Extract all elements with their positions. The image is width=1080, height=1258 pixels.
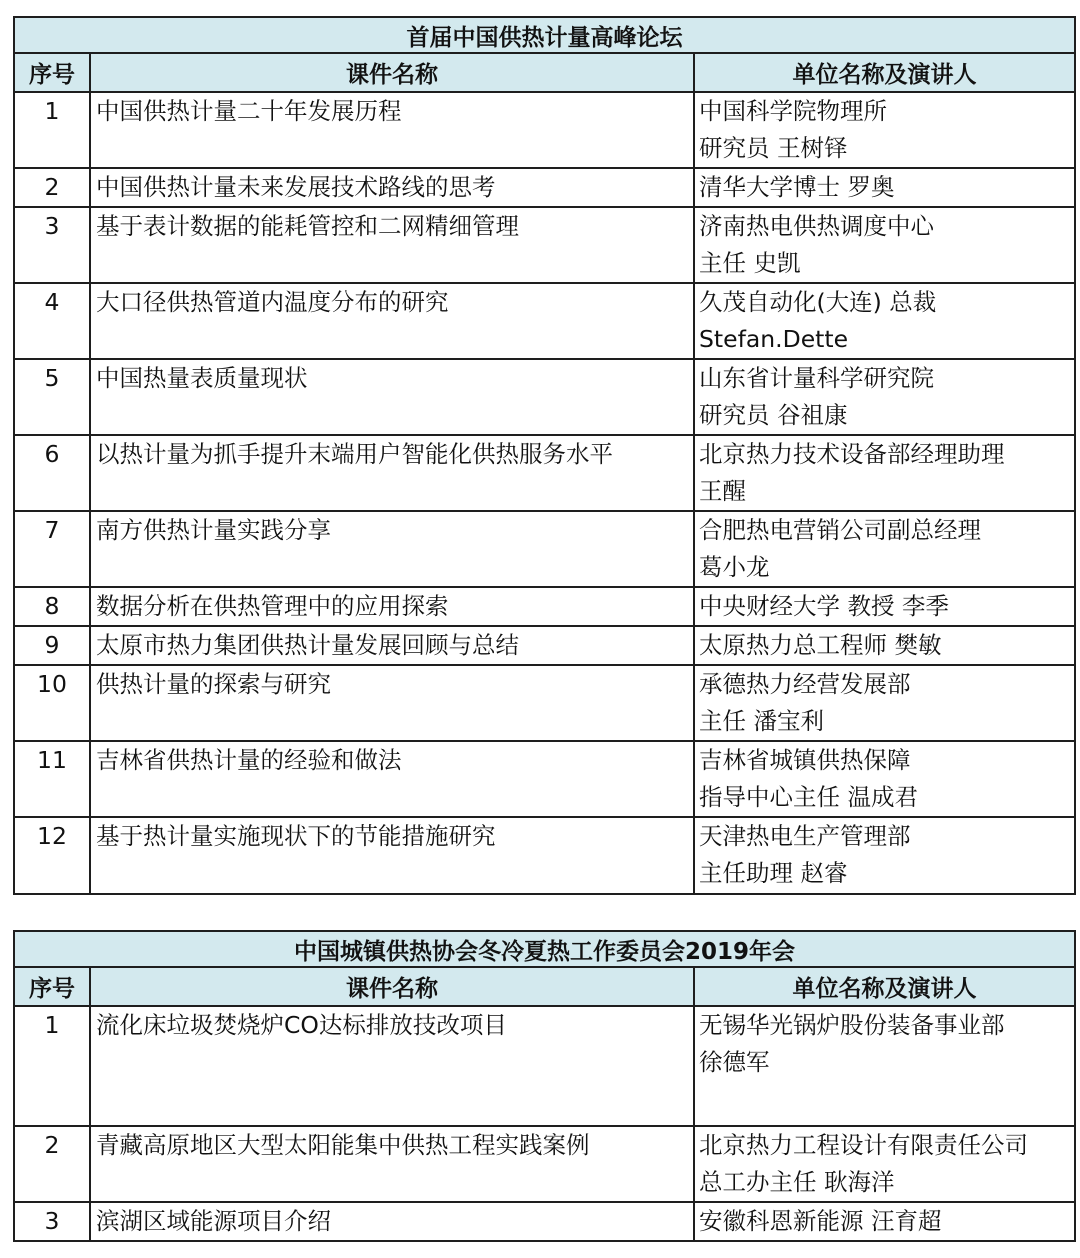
- speaker-cell: [694, 1006, 1075, 1126]
- forum-table: [13, 16, 1076, 895]
- row-number: 11: [14, 741, 90, 817]
- column-header-number: 序号: [14, 53, 90, 92]
- speaker-cell: [694, 1202, 1075, 1241]
- table-title: 首届中国供热计量高峰论坛: [14, 17, 1075, 53]
- row-number: 2: [14, 1126, 90, 1202]
- topic-cell: 基于表计数据的能耗管控和二网精细管理: [90, 207, 694, 283]
- speaker-line: 主任助理 赵睿: [699, 859, 848, 887]
- table-row: [14, 92, 1075, 168]
- row-number: 1: [14, 1006, 90, 1126]
- topic-cell: 供热计量的探索与研究: [90, 665, 694, 741]
- speaker-cell: [694, 359, 1075, 435]
- row-number: 2: [14, 168, 90, 207]
- column-header-speaker: 单位名称及演讲人: [694, 53, 1075, 92]
- row-number: 3: [14, 1202, 90, 1241]
- speaker-line: 天津热电生产管理部: [699, 822, 911, 850]
- topic-cell: 以热计量为抓手提升末端用户智能化供热服务水平: [90, 435, 694, 511]
- speaker-line: 济南热电供热调度中心: [699, 212, 934, 240]
- speaker-cell: [694, 1126, 1075, 1202]
- topic-cell: 流化床垃圾焚烧炉CO达标排放技改项目: [90, 1006, 694, 1126]
- speaker-line: 葛小龙: [699, 553, 770, 581]
- row-number: 3: [14, 207, 90, 283]
- speaker-line: 北京热力工程设计有限责任公司: [699, 1131, 1028, 1159]
- topic-cell: 基于热计量实施现状下的节能措施研究: [90, 817, 694, 894]
- speaker-line: 合肥热电营销公司副总经理: [699, 516, 981, 544]
- speaker-line: 王醒: [699, 477, 746, 505]
- row-number: 4: [14, 283, 90, 359]
- topic-cell: 南方供热计量实践分享: [90, 511, 694, 587]
- column-header-topic: 课件名称: [90, 967, 694, 1006]
- speaker-cell: [694, 92, 1075, 168]
- speaker-line: 清华大学博士 罗奥: [699, 173, 895, 201]
- table-row: [14, 626, 1075, 665]
- topic-cell: 吉林省供热计量的经验和做法: [90, 741, 694, 817]
- speaker-line: 主任 史凯: [699, 249, 801, 277]
- topic-cell: 数据分析在供热管理中的应用探索: [90, 587, 694, 626]
- row-number: 9: [14, 626, 90, 665]
- speaker-line: 北京热力技术设备部经理助理: [699, 440, 1005, 468]
- table-title: 中国城镇供热协会冬冷夏热工作委员会2019年会: [14, 931, 1075, 967]
- table-row: [14, 817, 1075, 894]
- topic-cell: 滨湖区域能源项目介绍: [90, 1202, 694, 1241]
- row-number: 12: [14, 817, 90, 894]
- table-row: [14, 741, 1075, 817]
- table-row: [14, 435, 1075, 511]
- speaker-line: 吉林省城镇供热保障: [699, 746, 911, 774]
- speaker-cell: [694, 817, 1075, 894]
- speaker-line: 承德热力经营发展部: [699, 670, 911, 698]
- row-number: 10: [14, 665, 90, 741]
- column-header-topic: 课件名称: [90, 53, 694, 92]
- topic-cell: 太原市热力集团供热计量发展回顾与总结: [90, 626, 694, 665]
- table-row: [14, 207, 1075, 283]
- speaker-line: 指导中心主任 温成君: [699, 783, 918, 811]
- topic-cell: 中国供热计量未来发展技术路线的思考: [90, 168, 694, 207]
- speaker-line: Stefan.Dette: [699, 325, 849, 353]
- speaker-line: 久茂自动化(大连) 总裁: [699, 288, 937, 316]
- table-row: [14, 665, 1075, 741]
- speaker-line: 山东省计量科学研究院: [699, 364, 934, 392]
- table-row: [14, 1006, 1075, 1126]
- table-row: [14, 1202, 1075, 1241]
- speaker-line: 主任 潘宝利: [699, 707, 824, 735]
- speaker-cell: [694, 741, 1075, 817]
- column-header-speaker: 单位名称及演讲人: [694, 967, 1075, 1006]
- speaker-line: 太原热力总工程师 樊敏: [699, 631, 942, 659]
- column-header-number: 序号: [14, 967, 90, 1006]
- speaker-cell: [694, 283, 1075, 359]
- table-row: [14, 283, 1075, 359]
- topic-cell: 青藏高原地区大型太阳能集中供热工程实践案例: [90, 1126, 694, 1202]
- speaker-cell: [694, 587, 1075, 626]
- table-row: [14, 587, 1075, 626]
- table-row: [14, 511, 1075, 587]
- row-number: 8: [14, 587, 90, 626]
- speaker-line: 徐德军: [699, 1048, 770, 1076]
- speaker-cell: [694, 168, 1075, 207]
- speaker-cell: [694, 435, 1075, 511]
- speaker-cell: [694, 665, 1075, 741]
- speaker-line: 中央财经大学 教授 李季: [699, 592, 949, 620]
- speaker-cell: [694, 207, 1075, 283]
- annual-meeting-table: [13, 930, 1076, 1242]
- row-number: 7: [14, 511, 90, 587]
- row-number: 6: [14, 435, 90, 511]
- table-row: [14, 1126, 1075, 1202]
- topic-cell: 中国热量表质量现状: [90, 359, 694, 435]
- topic-cell: 中国供热计量二十年发展历程: [90, 92, 694, 168]
- speaker-line: 研究员 王树铎: [699, 134, 848, 162]
- speaker-line: 研究员 谷祖康: [699, 401, 848, 429]
- speaker-cell: [694, 511, 1075, 587]
- topic-cell: 大口径供热管道内温度分布的研究: [90, 283, 694, 359]
- row-number: 5: [14, 359, 90, 435]
- speaker-line: 总工办主任 耿海洋: [699, 1168, 895, 1196]
- speaker-line: 安徽科恩新能源 汪育超: [699, 1207, 942, 1235]
- row-number: 1: [14, 92, 90, 168]
- speaker-line: 中国科学院物理所: [699, 97, 887, 125]
- table-row: [14, 168, 1075, 207]
- speaker-line: 无锡华光锅炉股份装备事业部: [699, 1011, 1005, 1039]
- speaker-cell: [694, 626, 1075, 665]
- table-row: [14, 359, 1075, 435]
